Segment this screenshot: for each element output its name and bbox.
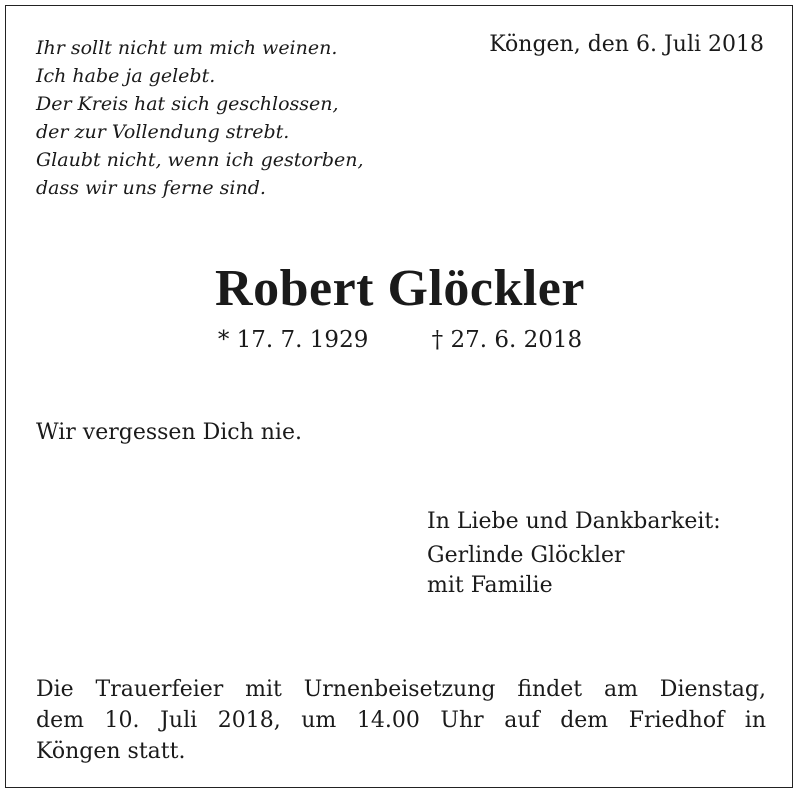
- signature-block: [427, 507, 721, 601]
- poem-line: Ihr sollt nicht um mich weinen.: [36, 37, 338, 59]
- life-dates: [0, 324, 800, 356]
- ceremony-line: Die Trauerfeier mit Urnenbeisetzung findet am Dienstag,: [36, 677, 766, 702]
- poem-line: Der Kreis hat sich geschlossen,: [36, 93, 339, 115]
- poem: [36, 34, 364, 202]
- place-date: Köngen, den 6. Juli 2018: [489, 32, 764, 57]
- deceased-name: Robert Glöckler: [215, 260, 585, 317]
- poem-line: der zur Vollendung strebt.: [36, 121, 290, 143]
- poem-line: dass wir uns ferne sind.: [36, 177, 266, 199]
- ceremony-info: [36, 674, 766, 767]
- death-date: † 27. 6. 2018: [431, 327, 583, 353]
- poem-line: Ich habe ja gelebt.: [36, 65, 216, 87]
- signer-family: mit Familie: [427, 573, 553, 598]
- signer-name: Gerlinde Glöckler: [427, 543, 625, 568]
- ceremony-line: Köngen statt.: [36, 739, 186, 764]
- signature-greeting: In Liebe und Dankbarkeit:: [427, 509, 721, 534]
- farewell-text: Wir vergessen Dich nie.: [36, 420, 302, 445]
- ceremony-line: dem 10. Juli 2018, um 14.00 Uhr auf dem Friedhof in: [36, 708, 766, 733]
- poem-line: Glaubt nicht, wenn ich gestorben,: [36, 149, 364, 171]
- birth-date: * 17. 7. 1929: [217, 327, 369, 353]
